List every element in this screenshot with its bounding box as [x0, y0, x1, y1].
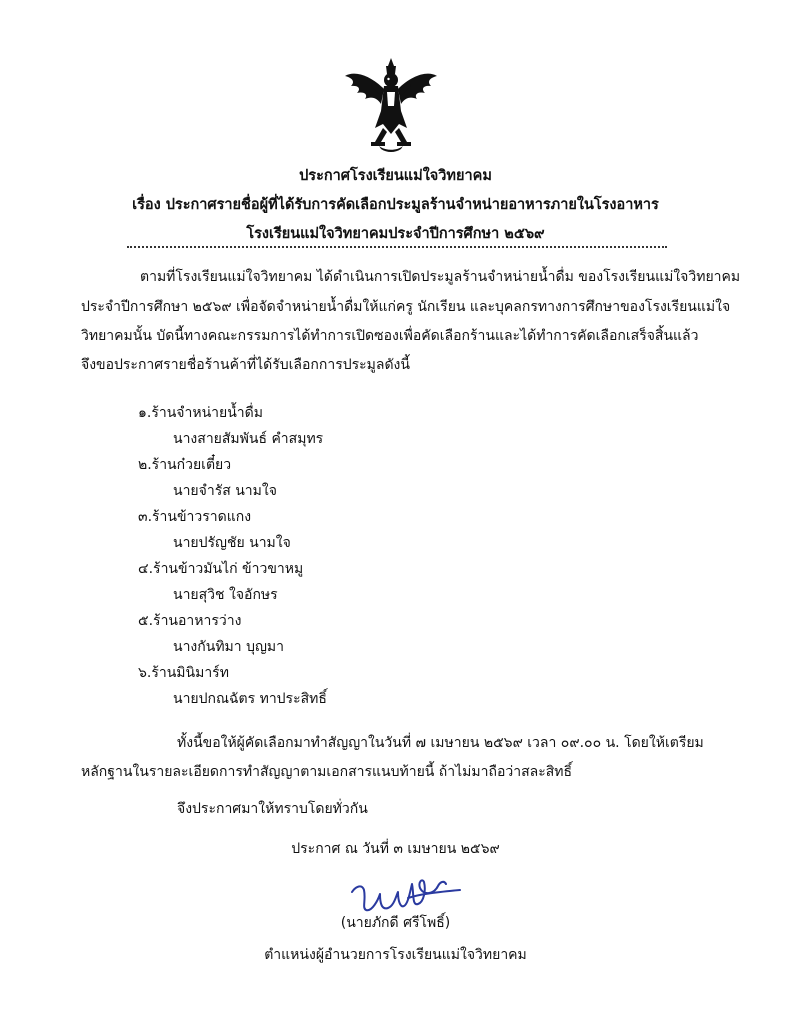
intro-line-2: ประจำปีการศึกษา ๒๕๖๙ เพื่อจัดจำหน่ายน้ำดื่มให้แก่ครู นักเรียน และบุคลกรทางการศึกษาของโรงเรียนแม่ใจ [81, 299, 731, 315]
shop-name-1: ๑.ร้านจำหน่ายน้ำดื่ม [138, 405, 263, 421]
announcement-school-year: โรงเรียนแม่ใจวิทยาคมประจำปีการศึกษา ๒๕๖๙ [246, 226, 545, 242]
shop-owner-3: นายปรัญชัย นามใจ [173, 535, 291, 551]
closing-line-2: หลักฐานในรายละเอียดการทำสัญญาตามเอกสารแนบท้ายนี้ ถ้าไม่มาถือว่าสละสิทธิ์ [81, 764, 573, 780]
shop-name-4: ๔.ร้านข้าวมันไก่ ข้าวขาหมู [138, 561, 304, 577]
shop-name-5: ๕.ร้านอาหารว่าง [138, 613, 242, 629]
dotted-divider [127, 246, 667, 251]
intro-line-3: วิทยาคมนั้น บัดนี้ทางคณะกรรมการได้ทำการเปิดซองเพื่อคัดเลือกร้านและได้ทำการคัดเลือกเสร็จสิ้นแล้ว [81, 328, 699, 344]
shop-owner-6: นายปกณฉัตร ทาประสิทธิ์ [173, 691, 327, 707]
closing-line-3: จึงประกาศมาให้ทราบโดยทั่วกัน [177, 801, 368, 817]
announcement-subject: เรื่อง ประกาศรายชื่อผู้ที่ได้รับการคัดเลือกประมูลร้านจำหน่ายอาหารภายในโรงอาหาร [132, 197, 659, 213]
shop-name-6: ๖.ร้านมินิมาร์ท [138, 665, 229, 681]
announcement-title: ประกาศโรงเรียนแม่ใจวิทยาคม [299, 168, 492, 184]
shop-owner-1: นางสายสัมพันธ์ คำสมุทร [173, 431, 324, 447]
signatory-position: ตำแหน่งผู้อำนวยการโรงเรียนแม่ใจวิทยาคม [264, 947, 527, 963]
signatory-name: (นายภักดี ศรีโพธิ์) [340, 915, 451, 931]
announcement-date: ประกาศ ณ วันที่ ๓ เมษายน ๒๕๖๙ [291, 841, 500, 857]
shop-name-3: ๓.ร้านข้าวราดแกง [138, 509, 252, 525]
closing-line-1: ทั้งนี้ขอให้ผู้คัดเลือกมาทำสัญญาในวันที่ ๗ เมษายน ๒๕๖๙ เวลา ๐๙.๐๐ น. โดยให้เตรียม [177, 735, 704, 751]
shop-owner-5: นางกันทิมา บุญมา [173, 639, 284, 655]
shop-name-2: ๒.ร้านก๋วยเตี๋ยว [138, 457, 232, 473]
garuda-emblem-icon [341, 56, 441, 152]
intro-line-4: จึงขอประกาศรายชื่อร้านค้าที่ได้รับเลือกการประมูลดังนี้ [81, 357, 410, 373]
intro-line-1: ตามที่โรงเรียนแม่ใจวิทยาคม ได้ดำเนินการเปิดประมูลร้านจำหน่ายน้ำดื่ม ของโรงเรียนแม่ใจวิทยาคม [140, 269, 741, 285]
shop-owner-4: นายสุวิช ใจอักษร [173, 587, 278, 603]
shop-owner-2: นายจำรัส นามใจ [173, 483, 277, 499]
